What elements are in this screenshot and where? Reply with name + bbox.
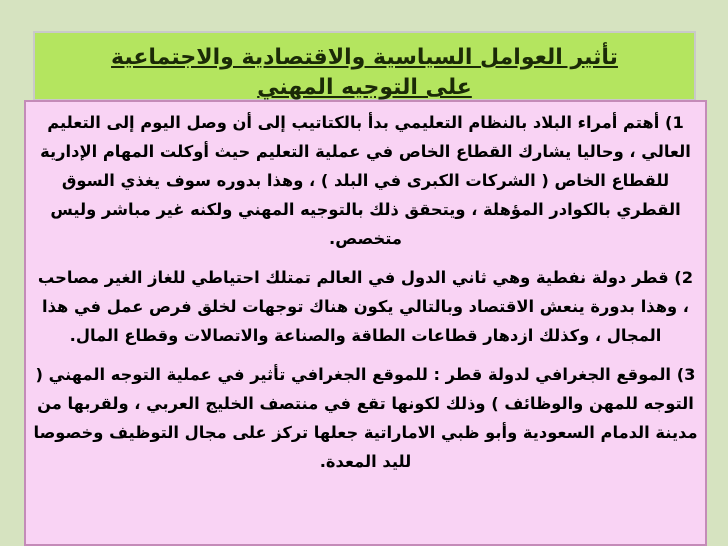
slide-title-box [33, 31, 696, 101]
paragraph-3 [32, 360, 699, 476]
slide-title: تأثير العوامل السياسية والاقتصادية والاجتماعية [111, 45, 618, 70]
slide-subtitle: على التوجيه المهني [257, 75, 472, 100]
paragraph-text: أهتم أمراء البلاد بالنظام التعليمي بدأ بالكتاتيب إلى أن وصل اليوم إلى التعليم العالي ، وحاليا يشارك القطاع الخاص في عملية التعليم حيث أوكلت المهام الإدارية للقطاع الخاص ( الشركات الكبرى في البلد ) ، وهذا بدوره سوف يغذي السوق القطري بالكوادر المؤهلة ، ويتحقق ذلك بالتوجيه المهني ولكنه غير مباشر وليس متخصص. [40, 113, 691, 248]
paragraph-2 [32, 263, 699, 350]
paragraph-text: قطر دولة نفطية وهي ثاني الدول في العالم تمتلك احتياطي للغاز الغير مصاحب ، وهذا بدورة ينعش الاقتصاد وبالتالي يكون هناك توجهات لخلق فرص عمل في هذا المجال ، وكذلك ازدهار قطاعات الطاقة والصناعة والاتصالات وقطاع المال. [37, 268, 689, 345]
paragraph-text: الموقع الجغرافي لدولة قطر : للموقع الجغرافي تأثير في عملية التوجه المهني ( التوجه للمهن والوظائف ) وذلك لكونها تقع في منتصف الخليج العربي ، ولقربها من مدينة الدمام السعودية وأبو ظبي الاماراتية جعلها تركز على مجال التوظيف وخصوصا لليد المعدة. [33, 365, 698, 471]
paragraph-number: 2) [674, 268, 694, 287]
content-box [24, 100, 707, 546]
paragraph-number: 1) [664, 113, 684, 132]
paragraph-1 [32, 108, 699, 253]
paragraph-number: 3) [676, 365, 696, 384]
